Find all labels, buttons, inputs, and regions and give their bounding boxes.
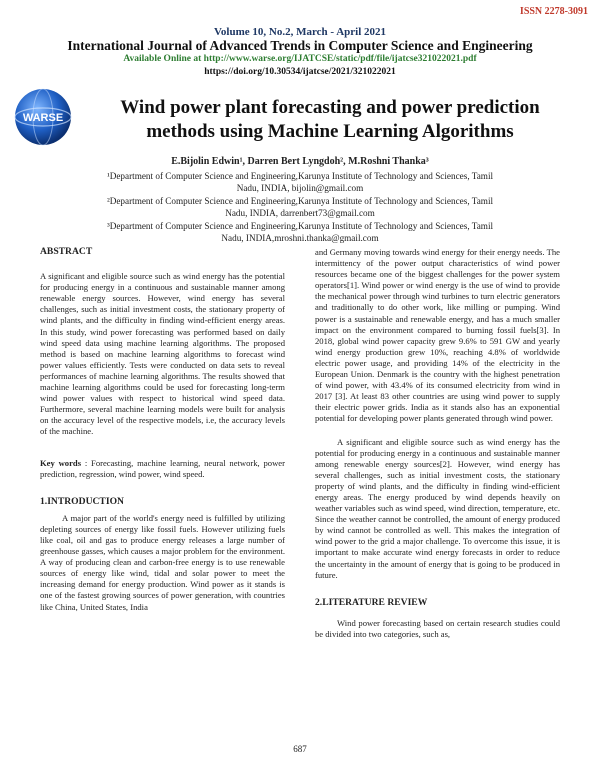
title-line-1: Wind power plant forecasting and power prediction — [120, 97, 540, 118]
page-number: 687 — [293, 744, 307, 754]
left-column — [40, 246, 285, 613]
issn-label: ISSN 2278-3091 — [519, 6, 588, 17]
affiliation-2: ²Department of Computer Science and Engineering,Karunya Institute of Technology and Sciences, Tamil Nadu, INDIA, darrenbert73@gmail.com — [106, 196, 494, 218]
right-paragraph-2: A significant and eligible source such as wind energy has the potential for producing energy in a continuous and sustainable manner among renewable energy sources[2]. However, wind energy has several challenges, such as initial investment costs, the stationary property of wind plants, and the difficulty in finding wind-efficient energy areas. The energy produced by wind depends heavily on weather variables such as wind speed, wind direction, temperature, etc. Since the weather cannot be controlled, the amount of energy produced by wind cannot be controlled as well. This makes the integration of wind power to the grid a major challenge. To overcome this issue, it is important to make accurate wind energy forecasts in order to reduce the uncertainty in the amount of energy that is going to be produced in future. — [315, 436, 560, 580]
right-paragraph-1: and Germany moving towards wind energy for their energy needs. The intermittency of the power output characteristics of wind power resources became one of the biggest challenges for the power system operators[1]. Wind power or wind energy is the use of wind to provide the mechanical power through wind turbines to turn electric generators and traditionally to do other work, like milling or pumping. Wind power is a sustainable and renewable energy, and has a much smaller impact on the environment compared to burning fossil fuels[3]. In 2018, global wind power capacity grew 9.6% to 591 GW and yearly wind energy production grew 10%, reaching 4.8% of worldwide electric power usage, and providing 14% of the electricity in the European Union. Denmark is the country with the highest penetration of wind power, with 43.4% of its consumed electricity from wind in 2017 [3]. At least 83 other countries are using wind power to supply their electric power grids. India as it stands also has an exponential potential for developing power plants generated through wind power. — [315, 247, 560, 424]
doi-link[interactable]: https://doi.org/10.30534/ijatcse/2021/321022021 — [204, 67, 396, 77]
literature-text: Wind power forecasting based on certain research studies could be divided into two categories, such as, — [315, 617, 560, 639]
author-list: E.Bijolin Edwin¹, Darren Bert Lyngdoh², M.Roshni Thanka³ — [171, 156, 429, 167]
available-online-link[interactable]: Available Online at http://www.warse.org/IJATCSE/static/pdf/file/ijatcse321022021.pdf — [123, 54, 477, 64]
affiliation-3: ³Department of Computer Science and Engineering,Karunya Institute of Technology and Sciences, Tamil Nadu, INDIA,mroshni.thanka@gmail.com — [106, 221, 494, 243]
journal-title: International Journal of Advanced Trends in Computer Science and Engineering — [67, 38, 533, 53]
affiliation-1: ¹Department of Computer Science and Engineering,Karunya Institute of Technology and Sciences, Tamil Nadu, INDIA, bijolin@gmail.com — [106, 171, 494, 193]
abstract-text: A significant and eligible source such as wind energy has the potential for producing energy in a continuous and sustainable manner among renewable energy sources. However, wind energy has several challenges, such as initial investment costs, the stationary property of wind plants, and the difficulty in finding wind-efficient energy areas. In this study, wind power forecasting was performed based on daily wind speed data using machine learning algorithms. The proposed method is based on machine learning algorithms to forecast wind power values efficiently. Tests were conducted on data sets to reveal performances of machine learning algorithms. The results showed that machine learning algorithms could be used for forecasting long-term wind power values with respect to historical wind speed data. Furthermore, several machine learning models were built for analysis on the accuracy level of the respective models, i.e, the accuracy levels of the machine. — [40, 271, 285, 437]
keywords-label: Key words — [40, 457, 82, 468]
volume-line: Volume 10, No.2, March - April 2021 — [213, 26, 387, 38]
keywords — [40, 458, 285, 480]
title-line-2: methods using Machine Learning Algorithms — [146, 121, 514, 142]
warse-logo — [12, 86, 74, 148]
literature-heading: 2.LITERATURE REVIEW — [315, 596, 428, 608]
logo-text: WARSE — [22, 112, 64, 124]
intro-text: A major part of the world's energy need is fulfilled by utilizing depleting sources of energy like fossil fuels. However utilizing fuels like coal, oil and gas to produce energy releases a large number of greenhouse gasses, which causes a major problem for the environment. A way of producing clean and carbon-free energy is to use renewable sources of energy like wind, tidal and solar power to meet the increasing demand for energy production. Wind power as it stands is one of the fastest growing sources of power generation, with countries like China, United States, India — [40, 512, 285, 612]
keywords-text: : Forecasting, machine learning, neural network, power prediction, regression, wind power, wind speed. — [40, 457, 285, 479]
paper-title — [80, 96, 580, 144]
intro-heading: 1.INTRODUCTION — [40, 495, 124, 507]
abstract-heading: ABSTRACT — [40, 246, 93, 257]
right-column — [315, 247, 560, 640]
